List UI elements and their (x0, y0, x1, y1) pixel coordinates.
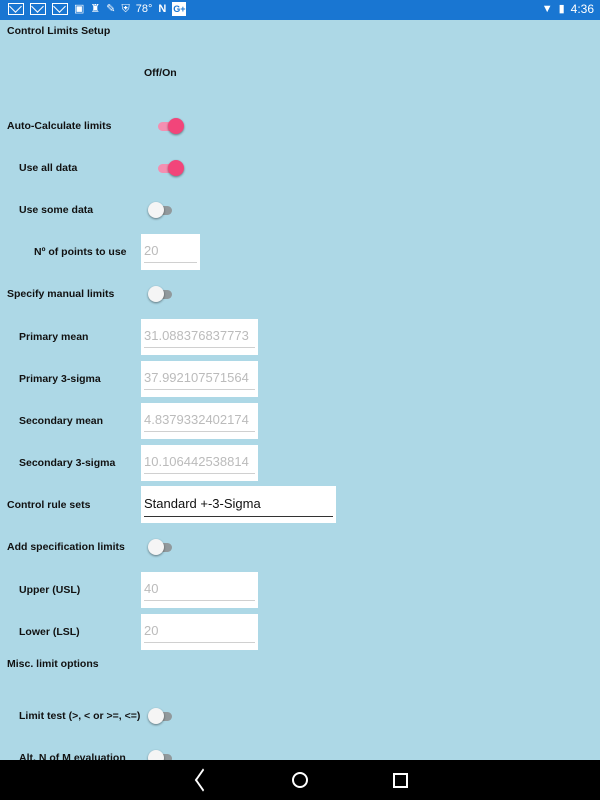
spec-limits-label: Add specification limits (7, 541, 125, 553)
auto-calc-label: Auto-Calculate limits (7, 120, 112, 132)
recents-icon[interactable] (393, 773, 408, 788)
rule-sets-label: Control rule sets (7, 499, 91, 511)
misc-title: Misc. limit options (7, 658, 99, 670)
notification-icons (8, 2, 186, 16)
use-all-label: Use all data (19, 162, 78, 174)
primary-sigma-field[interactable] (141, 361, 258, 397)
temperature-label: 78° (135, 3, 153, 15)
mail-icon (8, 3, 24, 15)
primary-mean-label: Primary mean (19, 331, 89, 343)
spec-limits-toggle[interactable] (150, 537, 174, 557)
system-icons (542, 2, 594, 16)
use-all-toggle[interactable] (156, 158, 180, 178)
usl-input[interactable] (144, 576, 255, 601)
primary-sigma-input[interactable] (144, 365, 255, 390)
gplus-icon: G+ (173, 4, 186, 14)
clock: 4:36 (570, 2, 594, 16)
navigation-bar (0, 760, 600, 800)
shield-icon: ⛨ (121, 3, 130, 15)
secondary-mean-label: Secondary mean (19, 415, 104, 427)
lsl-field[interactable] (141, 614, 258, 650)
use-some-label: Use some data (19, 204, 94, 216)
n-points-field[interactable] (141, 234, 200, 270)
secondary-sigma-label: Secondary 3-sigma (19, 457, 116, 469)
picker-underline (144, 516, 333, 517)
lsl-input[interactable] (144, 618, 255, 643)
wrench-icon: ✎ (106, 3, 116, 15)
image-icon: ▣ (74, 3, 85, 15)
back-icon[interactable] (194, 772, 206, 786)
mail-icon (52, 3, 68, 15)
nfc-icon: N (158, 3, 167, 15)
secondary-sigma-input[interactable] (144, 449, 255, 474)
alt-n-of-m-label: Alt. N of M evaluation (19, 752, 126, 760)
limit-test-toggle[interactable] (150, 706, 174, 726)
limit-test-label: Limit test (>, < or >=, <=) (19, 710, 141, 722)
rule-sets-value: Standard +-3-Sigma (144, 496, 261, 511)
usl-field[interactable] (141, 572, 258, 608)
mail-icon (30, 3, 46, 15)
form-title: Control Limits Setup (7, 25, 111, 37)
home-icon[interactable] (292, 772, 308, 788)
primary-mean-field[interactable] (141, 319, 258, 355)
secondary-mean-field[interactable] (141, 403, 258, 439)
lsl-label: Lower (LSL) (19, 626, 80, 638)
n-points-label: Nº of points to use (34, 246, 127, 258)
primary-mean-input[interactable] (144, 323, 255, 348)
wifi-icon: ▼ (541, 3, 553, 15)
battery-icon: ▮ (558, 3, 565, 15)
alt-n-of-m-toggle[interactable] (150, 748, 174, 760)
keyhole-icon: ♜ (90, 3, 101, 15)
offon-header: Off/On (144, 67, 177, 79)
n-points-input[interactable] (144, 238, 197, 263)
rule-sets-picker[interactable] (141, 486, 336, 523)
usl-label: Upper (USL) (19, 584, 81, 596)
status-bar (0, 0, 600, 20)
primary-sigma-label: Primary 3-sigma (19, 373, 101, 385)
use-some-toggle[interactable] (150, 200, 174, 220)
manual-limits-toggle[interactable] (150, 284, 174, 304)
manual-limits-label: Specify manual limits (7, 288, 115, 300)
auto-calc-toggle[interactable] (156, 116, 180, 136)
control-limits-form[interactable] (0, 20, 600, 760)
secondary-sigma-field[interactable] (141, 445, 258, 481)
secondary-mean-input[interactable] (144, 407, 255, 432)
